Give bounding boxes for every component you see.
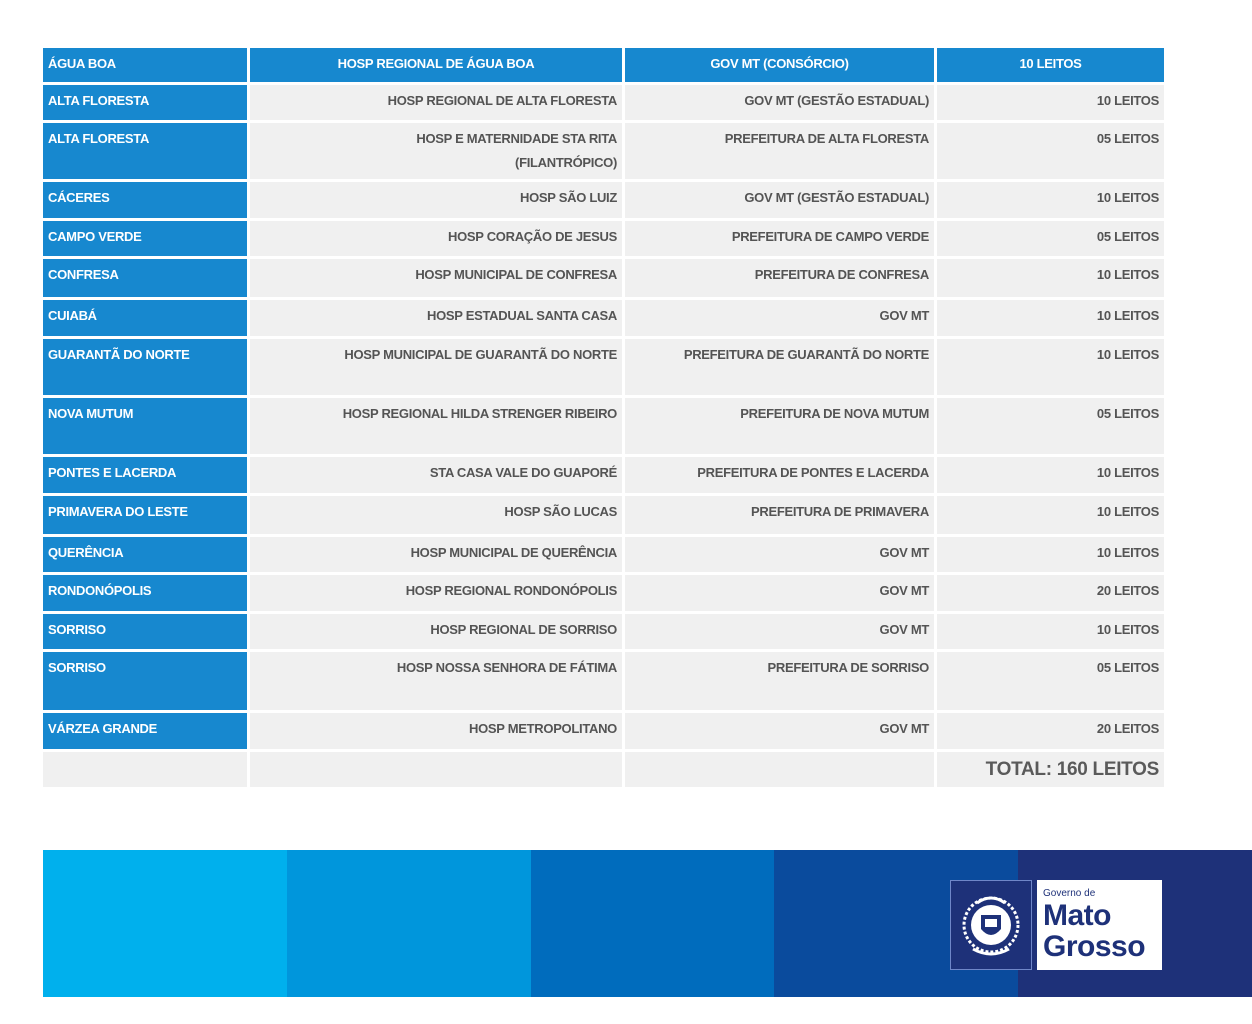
- header-manager: GOV MT (CONSÓRCIO): [625, 48, 937, 85]
- total-empty-cell: [250, 752, 625, 790]
- city-cell: ALTA FLORESTA: [43, 85, 250, 123]
- hospital-cell: [250, 614, 625, 652]
- hospital-cell: [250, 221, 625, 259]
- logo-line-governo: Governo de: [1043, 888, 1096, 899]
- total-empty-cell: [625, 752, 937, 790]
- hospital-name: HOSP ESTADUAL SANTA CASA: [427, 308, 617, 323]
- table-row: [43, 398, 1167, 457]
- beds-cell: 10 LEITOS: [937, 537, 1167, 575]
- hospital-cell: [250, 182, 625, 221]
- manager-cell: PREFEITURA DE PRIMAVERA: [625, 496, 937, 537]
- table-row: [43, 339, 1167, 398]
- manager-cell: GOV MT: [625, 614, 937, 652]
- state-coat-of-arms-icon: [950, 880, 1032, 970]
- beds-cell: 20 LEITOS: [937, 713, 1167, 752]
- header-beds: 10 LEITOS: [937, 48, 1167, 85]
- city-cell: RONDONÓPOLIS: [43, 575, 250, 614]
- beds-cell: 05 LEITOS: [937, 398, 1167, 457]
- hospital-name: STA CASA VALE DO GUAPORÉ: [429, 465, 617, 480]
- manager-cell: PREFEITURA DE PONTES E LACERDA: [625, 457, 937, 496]
- manager-cell: GOV MT: [625, 300, 937, 339]
- city-cell: GUARANTÃ DO NORTE: [43, 339, 250, 398]
- hospital-cell: [250, 575, 625, 614]
- manager-cell: PREFEITURA DE GUARANTÃ DO NORTE: [625, 339, 937, 398]
- table-row: [43, 537, 1167, 575]
- table-row: [43, 182, 1167, 221]
- city-cell: VÁRZEA GRANDE: [43, 713, 250, 752]
- header-hospital: HOSP REGIONAL DE ÁGUA BOA: [250, 48, 625, 85]
- table-row: [43, 85, 1167, 123]
- beds-cell: 10 LEITOS: [937, 457, 1167, 496]
- beds-cell: 10 LEITOS: [937, 614, 1167, 652]
- hospital-name: HOSP METROPOLITANO: [469, 721, 617, 736]
- logo-wordmark: [1037, 880, 1162, 970]
- beds-cell: 10 LEITOS: [937, 496, 1167, 537]
- manager-cell: PREFEITURA DE NOVA MUTUM: [625, 398, 937, 457]
- manager-cell: GOV MT: [625, 575, 937, 614]
- logo-line-mato: Mato: [1043, 899, 1111, 932]
- beds-cell: 10 LEITOS: [937, 300, 1167, 339]
- beds-cell: 10 LEITOS: [937, 259, 1167, 300]
- manager-cell: GOV MT: [625, 537, 937, 575]
- city-cell: NOVA MUTUM: [43, 398, 250, 457]
- beds-table: [43, 48, 1167, 790]
- city-cell: CUIABÁ: [43, 300, 250, 339]
- city-cell: QUERÊNCIA: [43, 537, 250, 575]
- footer-band-2: [287, 850, 531, 997]
- hospital-name: HOSP E MATERNIDADE STA RITA: [416, 131, 617, 146]
- hospital-cell: [250, 713, 625, 752]
- hospital-cell: [250, 537, 625, 575]
- city-cell: PONTES E LACERDA: [43, 457, 250, 496]
- hospital-cell: [250, 496, 625, 537]
- manager-cell: PREFEITURA DE ALTA FLORESTA: [625, 123, 937, 182]
- beds-cell: 05 LEITOS: [937, 123, 1167, 182]
- table-row: [43, 496, 1167, 537]
- hospital-name-line2: (FILANTRÓPICO): [515, 155, 617, 170]
- footer-band-3: [531, 850, 774, 997]
- city-cell: CAMPO VERDE: [43, 221, 250, 259]
- header-city: ÁGUA BOA: [43, 48, 250, 85]
- hospital-cell: [250, 457, 625, 496]
- beds-cell: 05 LEITOS: [937, 221, 1167, 259]
- city-cell: SORRISO: [43, 614, 250, 652]
- hospital-name: HOSP MUNICIPAL DE CONFRESA: [415, 267, 617, 282]
- hospital-name: HOSP REGIONAL HILDA STRENGER RIBEIRO: [342, 406, 617, 421]
- hospital-name: HOSP REGIONAL DE SORRISO: [430, 622, 617, 637]
- logo-line-grosso: Grosso: [1043, 930, 1146, 963]
- manager-cell: PREFEITURA DE SORRISO: [625, 652, 937, 713]
- table-row: [43, 652, 1167, 713]
- hospital-cell: [250, 85, 625, 123]
- manager-cell: PREFEITURA DE CAMPO VERDE: [625, 221, 937, 259]
- manager-cell: GOV MT (GESTÃO ESTADUAL): [625, 85, 937, 123]
- city-cell: SORRISO: [43, 652, 250, 713]
- city-cell: CÁCERES: [43, 182, 250, 221]
- beds-cell: 10 LEITOS: [937, 339, 1167, 398]
- hospital-cell: [250, 398, 625, 457]
- beds-cell: 20 LEITOS: [937, 575, 1167, 614]
- city-cell: CONFRESA: [43, 259, 250, 300]
- total-row: [43, 752, 1167, 790]
- table-row: [43, 123, 1167, 182]
- footer-band-1: [43, 850, 287, 997]
- hospital-name: HOSP SÃO LUIZ: [520, 190, 617, 205]
- table-row: [43, 259, 1167, 300]
- table-row: [43, 221, 1167, 259]
- beds-cell: 10 LEITOS: [937, 182, 1167, 221]
- table-row: [43, 713, 1167, 752]
- beds-cell: 05 LEITOS: [937, 652, 1167, 713]
- hospital-cell: [250, 259, 625, 300]
- city-cell: ALTA FLORESTA: [43, 123, 250, 182]
- table-row: [43, 575, 1167, 614]
- hospital-name: HOSP REGIONAL RONDONÓPOLIS: [405, 583, 617, 598]
- total-empty-cell: [43, 752, 250, 790]
- hospital-name: HOSP MUNICIPAL DE QUERÊNCIA: [410, 545, 617, 560]
- hospital-name: HOSP SÃO LUCAS: [504, 504, 617, 519]
- hospital-name: HOSP MUNICIPAL DE GUARANTÃ DO NORTE: [344, 347, 617, 362]
- hospital-name: HOSP NOSSA SENHORA DE FÁTIMA: [396, 660, 617, 675]
- hospital-cell: [250, 123, 625, 182]
- table-header-row: [43, 48, 1167, 85]
- manager-cell: GOV MT: [625, 713, 937, 752]
- table-row: [43, 457, 1167, 496]
- hospital-cell: [250, 652, 625, 713]
- hospital-name: HOSP CORAÇÃO DE JESUS: [448, 229, 617, 244]
- hospital-name: HOSP REGIONAL DE ALTA FLORESTA: [387, 93, 617, 108]
- hospital-cell: [250, 339, 625, 398]
- table-row: [43, 614, 1167, 652]
- beds-cell: 10 LEITOS: [937, 85, 1167, 123]
- manager-cell: GOV MT (GESTÃO ESTADUAL): [625, 182, 937, 221]
- city-cell: PRIMAVERA DO LESTE: [43, 496, 250, 537]
- total-beds-cell: TOTAL: 160 LEITOS: [937, 752, 1167, 790]
- table-row: [43, 300, 1167, 339]
- mato-grosso-logo: [950, 880, 1162, 970]
- hospital-cell: [250, 300, 625, 339]
- manager-cell: PREFEITURA DE CONFRESA: [625, 259, 937, 300]
